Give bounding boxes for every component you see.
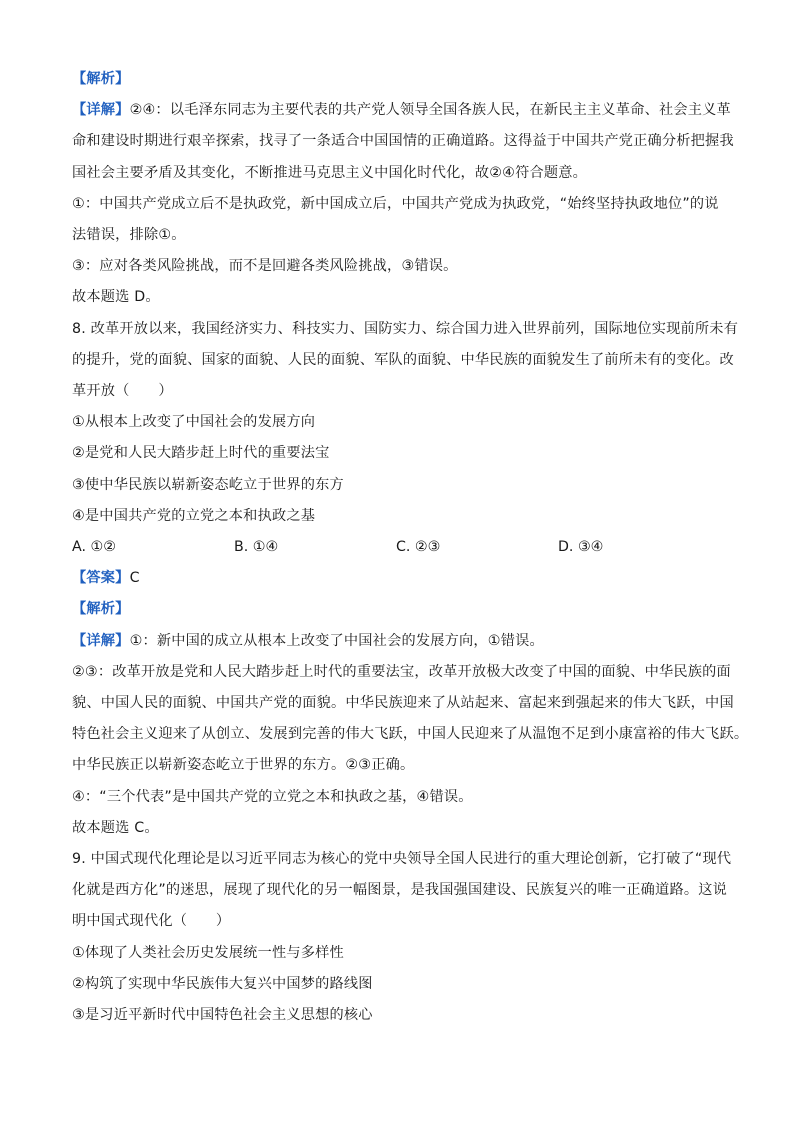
explanation-line: 貌、中国人民的面貌、中国共产党的面貌。中华民族迎来了从站起来、富起来到强起来的伟大飞跃，中国: [72, 695, 734, 712]
detail-line: [72, 626, 724, 657]
detail-line: 命和建设时期进行艰辛探索，找寻了一条适合中国国情的正确道路。这得益于中国共产党正确分析把握我: [72, 133, 734, 150]
detail-line: 国社会主要矛盾及其变化，不断推进马克思主义中国化时代化，故②④符合题意。: [72, 164, 588, 181]
conclusion-line: 故本题选 C。: [72, 819, 159, 836]
statement-item: ①从根本上改变了中国社会的发展方向: [72, 414, 316, 431]
question-8-stem: 革开放（ ）: [72, 383, 173, 400]
answer-tag: 【答案】: [72, 570, 130, 587]
choice-b: B. ①④: [234, 539, 279, 556]
detail-text: ②④：以毛泽东同志为主要代表的共产党人领导全国各族人民，在新民主主义革命、社会主义革: [129, 102, 731, 119]
explanation-line: ③：应对各类风险挑战，而不是回避各类风险挑战，③错误。: [72, 258, 458, 275]
question-9-stem: 明中国式现代化（ ）: [72, 913, 231, 930]
answer-value: C: [129, 570, 140, 587]
detail-tag: 【详解】: [72, 632, 130, 649]
question-8-stem: 的提升，党的面貌、国家的面貌、人民的面貌、军队的面貌、中华民族的面貌发生了前所未有的变化。改: [72, 351, 734, 368]
answer-line: [72, 563, 724, 594]
statement-item: ③是习近平新时代中国特色社会主义思想的核心: [72, 1007, 373, 1024]
analysis-heading: [72, 64, 724, 95]
question-8-stem: 8. 改革开放以来，我国经济实力、科技实力、国防实力、综合国力进入世界前列，国际地位实现前所未有: [72, 320, 739, 337]
detail-tag: 【详解】: [72, 102, 130, 119]
detail-line: [72, 95, 731, 126]
analysis-heading: [72, 594, 724, 625]
detail-text: ①：新中国的成立从根本上改变了中国社会的发展方向，①错误。: [129, 632, 544, 649]
statement-item: ②构筑了实现中华民族伟大复兴中国梦的路线图: [72, 975, 373, 992]
explanation-line: 法错误，排除①。: [72, 227, 186, 244]
choice-d: D. ③④: [558, 539, 604, 556]
analysis-tag: 【解析】: [72, 71, 130, 87]
choice-a: A. ①②: [72, 539, 116, 556]
question-9-stem: 9. 中国式现代化理论是以习近平同志为核心的党中央领导全国人民进行的重大理论创新，它打破了“现代: [72, 851, 732, 868]
explanation-line: ④：“三个代表”是中国共产党的立党之本和执政之基，④错误。: [72, 788, 473, 805]
analysis-tag: 【解析】: [72, 601, 130, 618]
explanation-line: ②③：改革开放是党和人民大踏步赶上时代的重要法宝，改革开放极大改变了中国的面貌、中华民族的面: [72, 663, 731, 680]
conclusion-line: 故本题选 D。: [72, 289, 160, 306]
choice-row: [72, 532, 724, 563]
statement-item: ③使中华民族以崭新姿态屹立于世界的东方: [72, 476, 344, 493]
explanation-line: 中华民族正以崭新姿态屹立于世界的东方。②③正确。: [72, 757, 415, 774]
explanation-line: 特色社会主义迎来了从创立、发展到完善的伟大飞跃，中国人民迎来了从温饱不足到小康富裕的伟大飞跃。: [72, 726, 749, 743]
statement-item: ④是中国共产党的立党之本和执政之基: [72, 507, 316, 524]
statement-item: ①体现了人类社会历史发展统一性与多样性: [72, 944, 344, 961]
explanation-line: ①：中国共产党成立后不是执政党，新中国成立后，中国共产党成为执政党，“始终坚持执政地位”的说: [72, 195, 719, 212]
choice-c: C. ②③: [396, 539, 441, 556]
statement-item: ②是党和人民大踏步赶上时代的重要法宝: [72, 445, 330, 462]
question-9-stem: 化就是西方化”的迷思，展现了现代化的另一幅图景，是我国强国建设、民族复兴的唯一正确道路。这说: [72, 882, 727, 899]
